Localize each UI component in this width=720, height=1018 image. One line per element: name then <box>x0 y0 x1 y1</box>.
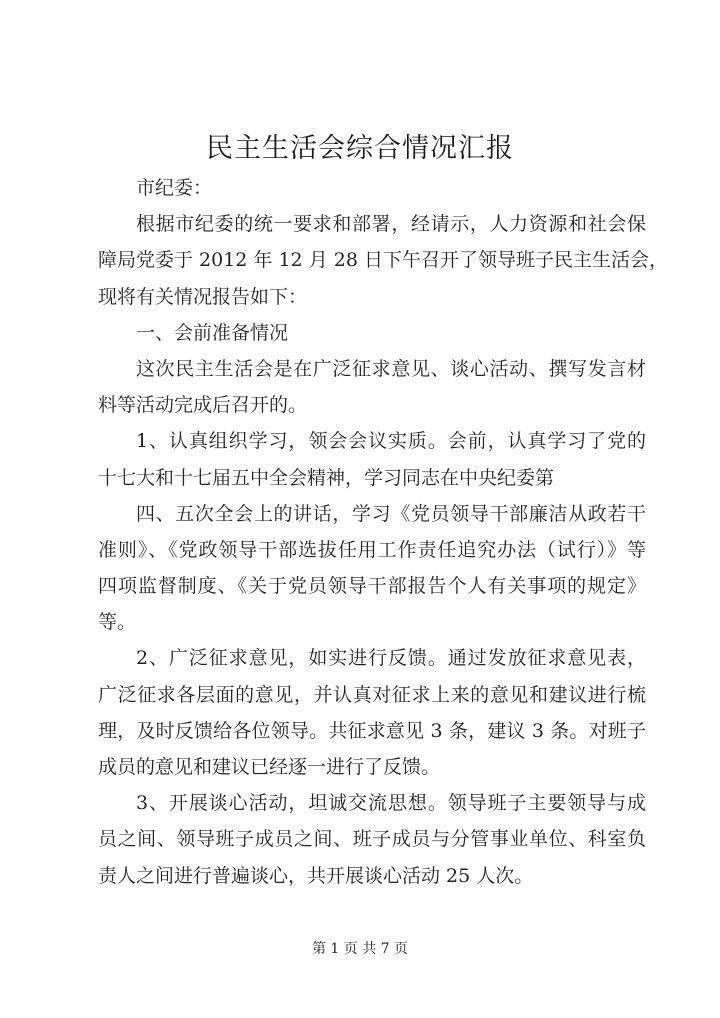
text-line: 3、开展谈心活动，坦诚交流思想。领导班子主要领导与成 <box>136 792 646 815</box>
text-line: 障局党委于 2012 年 12 月 28 日下午召开了领导班子民主生活会， <box>98 249 668 272</box>
document-body <box>98 170 668 894</box>
text-line: 成员的意见和建议已经逐一进行了反馈。 <box>98 756 441 778</box>
page-footer: 第 1 页 共 7 页 <box>311 941 409 957</box>
text-line: 责人之间进行普遍谈心，共开展谈心活动 25 人次。 <box>98 864 534 887</box>
text-line: 理，及时反馈给各位领导。共征求意见 3 条，建议 3 条。对班子 <box>98 719 646 742</box>
text-line: 广泛征求各层面的意见，并认真对征求上来的意见和建议进行梳 <box>98 683 646 706</box>
text-line: 现将有关情况报告如下： <box>98 285 308 308</box>
text-line: 四、五次全会上的讲话，学习《党员领导干部廉洁从政若干 <box>136 502 646 525</box>
text-line: 十七大和十七届五中全会精神，学习同志在中央纪委第 <box>98 466 555 489</box>
document-title: 民主生活会综合情况汇报 <box>206 133 514 164</box>
text-line: 员之间、领导班子成员之间、班子成员与分管事业单位、科室负 <box>98 828 646 851</box>
text-line: 市纪委： <box>136 177 213 199</box>
text-line: 等。 <box>98 611 137 634</box>
text-line: 料等活动完成后召开的。 <box>98 394 308 417</box>
text-line: 根据市纪委的统一要求和部署，经请示，人力资源和社会保 <box>136 213 646 236</box>
text-line: 一、会前准备情况 <box>136 321 289 344</box>
text-line: 这次民主生活会是在广泛征求意见、谈心活动、撰写发言材 <box>136 357 646 380</box>
text-line: 四项监督制度、《关于党员领导干部报告个人有关事项的规定》 <box>98 575 646 598</box>
text-line: 准则》、《党政领导干部选拔任用工作责任追究办法（试行）》等 <box>98 538 646 561</box>
text-line: 1、认真组织学习，领会会议实质。会前，认真学习了党的 <box>136 430 646 453</box>
text-line: 2、广泛征求意见，如实进行反馈。通过发放征求意见表， <box>136 647 646 670</box>
